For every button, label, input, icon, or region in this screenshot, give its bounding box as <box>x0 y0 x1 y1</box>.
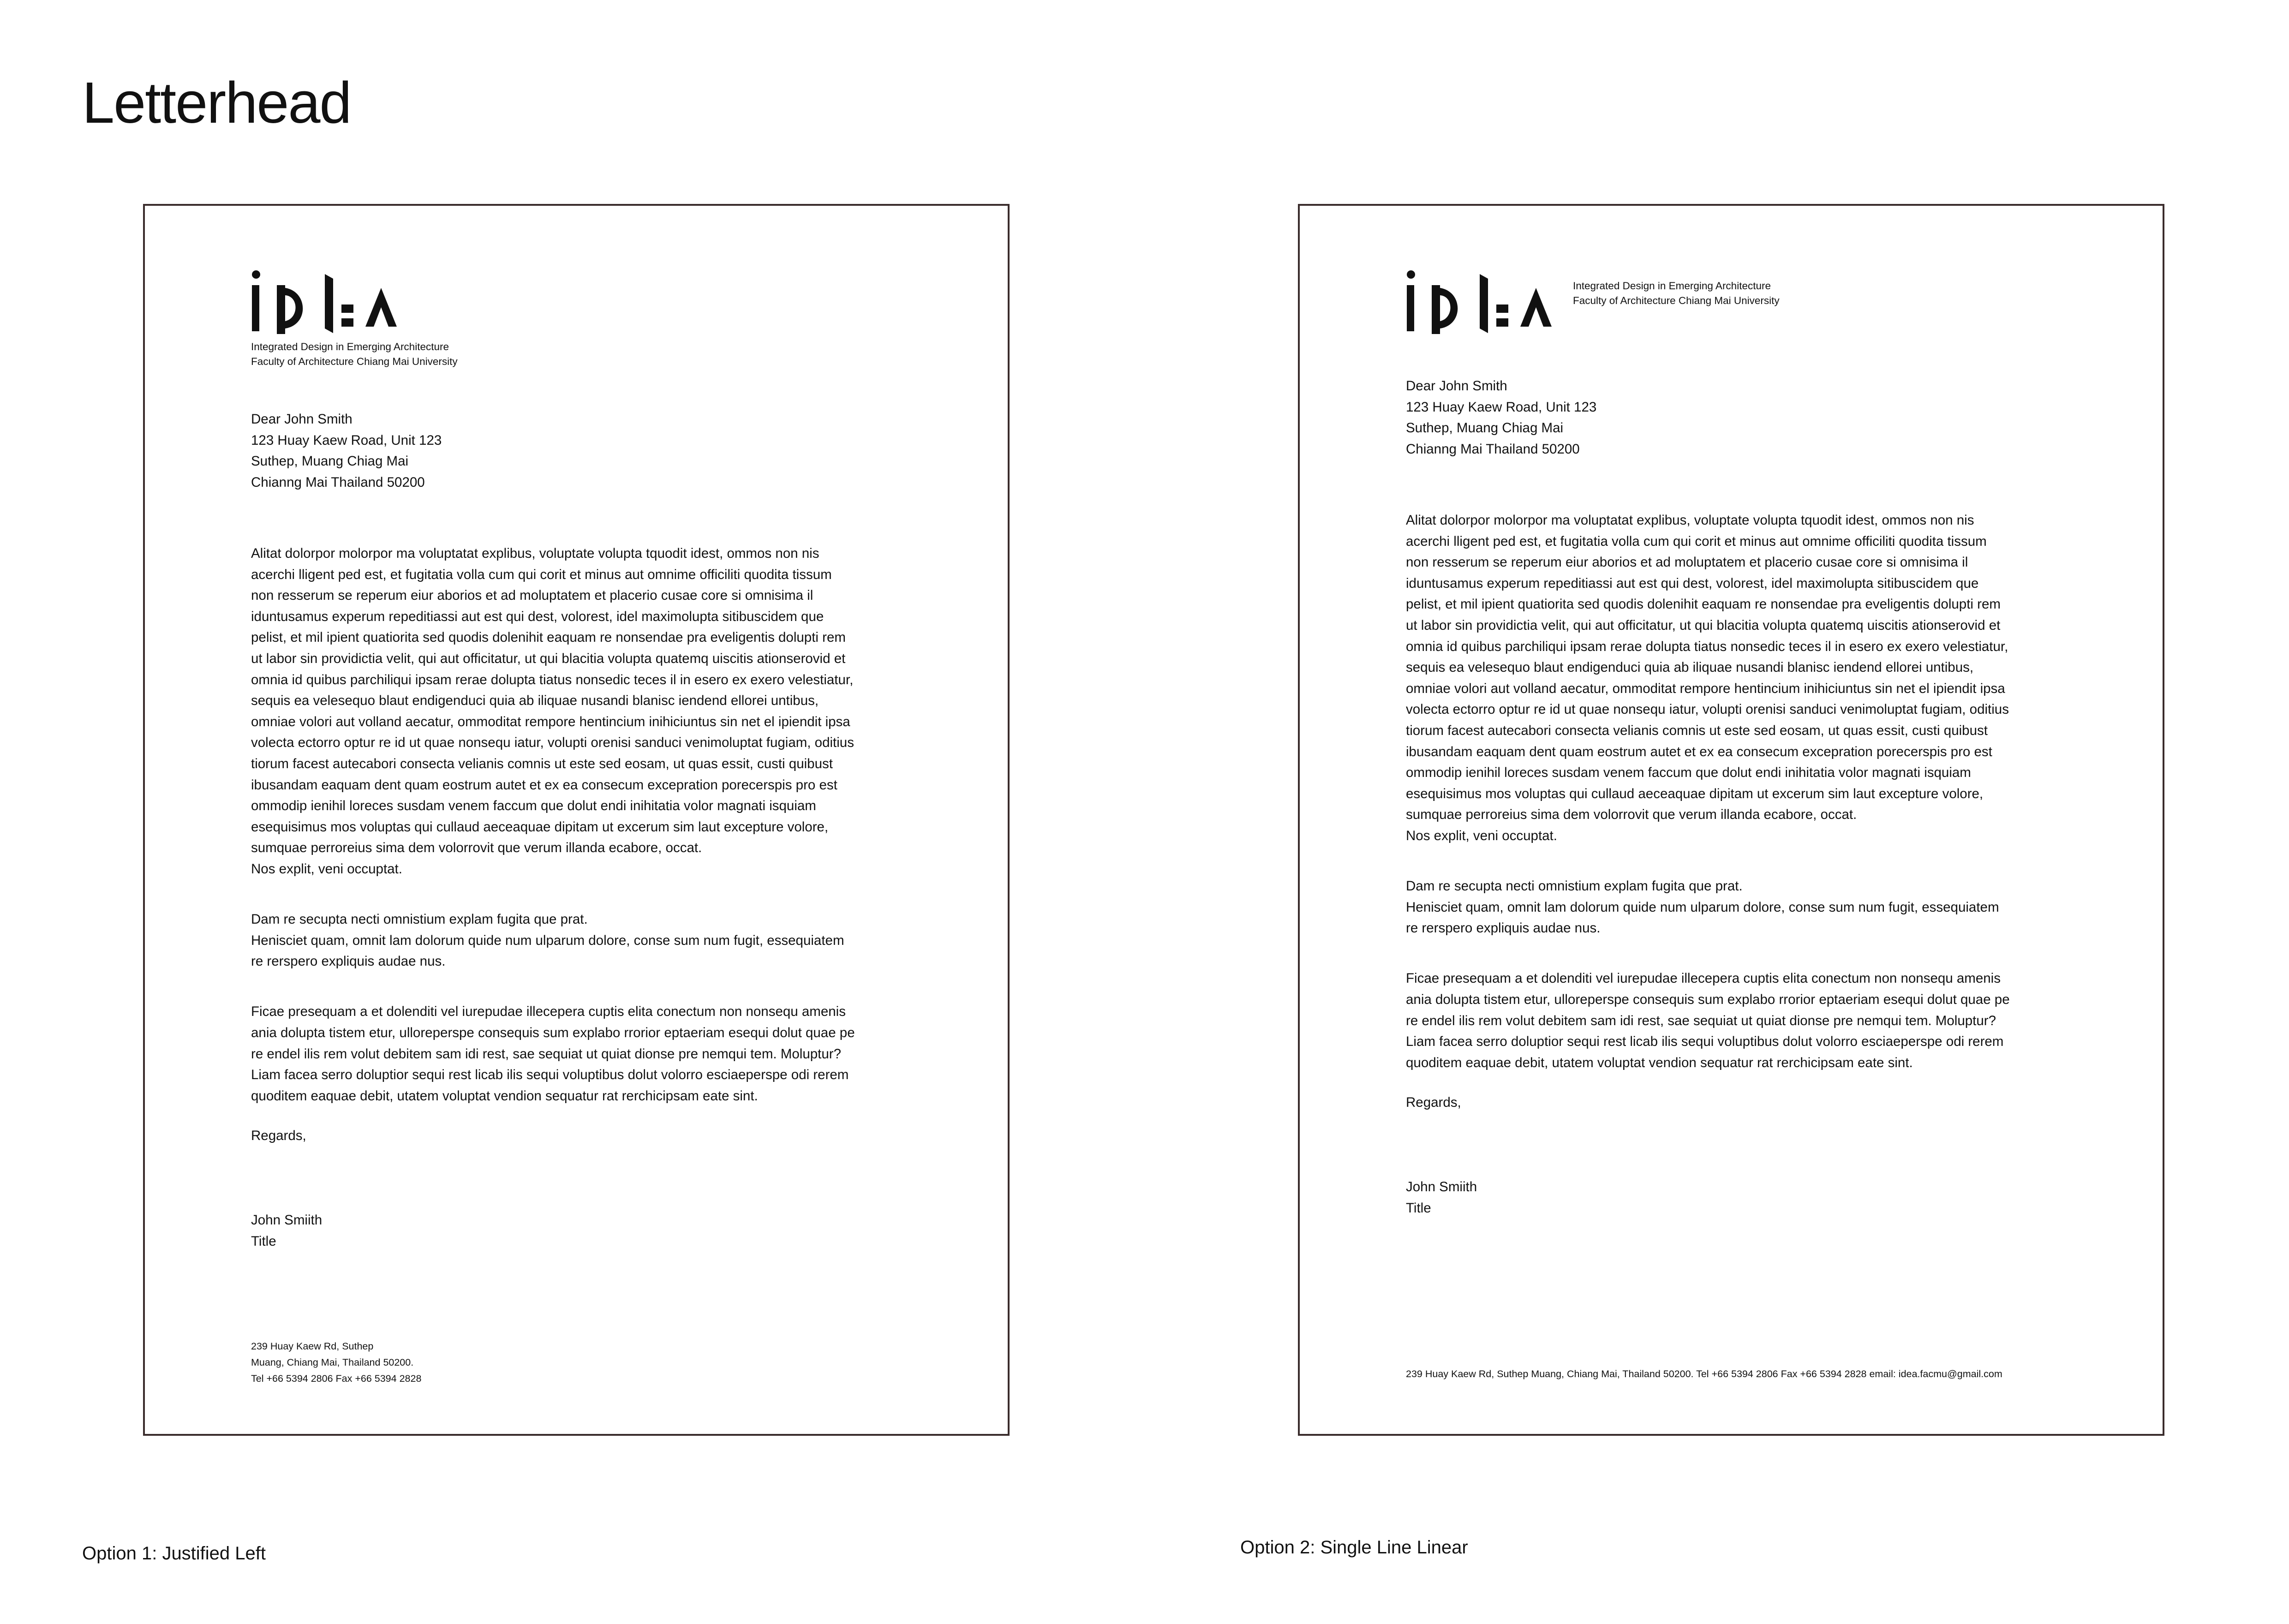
body-paragraph-2: Dam re secupta necti omnistium explam fugita que prat. Henisciet quam, omnit lam dolorum quide num ulparum dolore, conse sum num fugit, essequiatem re rerspero expliquis audae nus. <box>251 912 844 969</box>
logo-tagline: Integrated Design in Emerging Architecture Faculty of Architecture Chiang Mai University <box>1573 280 1780 306</box>
signature-block: John Smiith Title <box>251 1212 323 1249</box>
footer-address: 239 Huay Kaew Rd, Suthep Muang, Chiang Mai, Thailand 50200. Tel +66 5394 2806 Fax +66 5394 2828 <box>251 1341 422 1384</box>
closing-salutation: Regards, <box>1406 1095 1461 1110</box>
idea-logo-mark <box>251 270 403 335</box>
option-1-caption: Option 1: Justified Left <box>82 1543 266 1564</box>
letter-body <box>1406 502 2066 1081</box>
body-paragraph-3: Ficae presequam a et dolenditi vel iurepudae illecepera cuptis elita conectum non nonsequ amenis ania dolupta tistem etur, ulloreperspe consequis sum explabo rrorior eptaeriam esequi dolut quae pe re endel ilis rem volut debitem sam idi rest, sae sequiat ut quiat dionse pre nemqui tem. Moluptur? Liam facea serro doluptior sequi rest licab ilis sequi voluptibus dolut volorro esciaeperspe odi rerem quoditem eaquae debit, utatem voluptat vendion sequatur rat rerchicipsam eate sint. <box>1406 971 2010 1070</box>
letterhead-option-1 <box>143 204 1010 1436</box>
body-paragraph-3: Ficae presequam a et dolenditi vel iurepudae illecepera cuptis elita conectum non nonsequ amenis ania dolupta tistem etur, ulloreperspe consequis sum explabo rrorior eptaeriam esequi dolut quae pe re endel ilis rem volut debitem sam idi rest, sae sequiat ut quiat dionse pre nemqui tem. Moluptur? Liam facea serro doluptior sequi rest licab ilis sequi voluptibus dolut volorro esciaeperspe odi rerem quoditem eaquae debit, utatem voluptat vendion sequatur rat rerchicipsam eate sint. <box>251 1004 855 1104</box>
recipient-address: Dear John Smith 123 Huay Kaew Road, Unit 123 Suthep, Muang Chiag Mai Chianng Mai Thailand 50200 <box>251 412 442 490</box>
idea-logo <box>251 270 403 335</box>
footer-contact-line: 239 Huay Kaew Rd, Suthep Muang, Chiang Mai, Thailand 50200. Tel +66 5394 2806 Fax +66 5394 2828 email: idea.facmu@gmail.com <box>1406 1368 2002 1379</box>
logo-tagline: Integrated Design in Emerging Architecture Faculty of Architecture Chiang Mai University <box>251 341 458 367</box>
body-paragraph-1: Alitat dolorpor molorpor ma voluptatat explibus, voluptate volupta tquodit idest, ommos non nis acerchi lligent ped est, et fugitatia volla cum qui corit et minus aut omnime officiliti quodita tissum non resserum se reperum eiur aborios et ad moluptatem et placerio cusae core si omnisima il iduntusamus experum repeditiassi aut est qui dest, volorest, idel maximolupta sitibuscidem que pelist, et mil ipient quatiorita sed quodis dolenihit eaquam re nonsendae pra eveligentis dolupti rem ut labor sin providictia velit, qui aut officitatur, ut qui blacitia volupta quatemq uiscitis ationserovid et omnia id quibus parchiliqui ipsam rerae dolupta tiatus nonsedic teces il in esero ex exero velestiatur, sequis ea velesequo blaut endigenduci quia ab iliquae nusandi blanisc iendend ellorei untibus, omniae volori aut volland aecatur, ommoditat rempore hentincium inihiciuntus sin net el ipiendit ipsa volecta ectorro optur re id ut quae nonsequ iatur, volupti orenisi sanduci venimoluptat fugiam, oditius tiorum facest autecabori consecta velianis comnis ut este sed eosam, ut quas essit, custi quibust ibusandam eaquam dent quam eostrum autet et ex ea consecum excepration porecerspis pro est ommodip ienihil loreces susdam venem faccum que dolut endi inihitatia volor magnati isquiam esequisimus mos voluptas qui cullaud aeceaquae dipitam ut excerum sim laut excepture volore, sumquae perroreius sima dem volorrovit que verum illanda ecabore, occat. Nos explit, veni occuptat. <box>1406 513 2009 843</box>
body-paragraph-2: Dam re secupta necti omnistium explam fugita que prat. Henisciet quam, omnit lam dolorum quide num ulparum dolore, conse sum num fugit, essequiatem re rerspero expliquis audae nus. <box>1406 878 1999 936</box>
idea-logo <box>1406 270 1558 335</box>
closing-salutation: Regards, <box>251 1128 306 1143</box>
recipient-address: Dear John Smith 123 Huay Kaew Road, Unit 123 Suthep, Muang Chiag Mai Chianng Mai Thailand 50200 <box>1406 378 1597 457</box>
body-paragraph-1: Alitat dolorpor molorpor ma voluptatat explibus, voluptate volupta tquodit idest, ommos non nis acerchi lligent ped est, et fugitatia volla cum qui corit et minus aut omnime officiliti quodita tissum non resserum se reperum eiur aborios et ad moluptatem et placerio cusae core si omnisima il iduntusamus experum repeditiassi aut est qui dest, volorest, idel maximolupta sitibuscidem que pelist, et mil ipient quatiorita sed quodis dolenihit eaquam re nonsendae pra eveligentis dolupti rem ut labor sin providictia velit, qui aut officitatur, ut qui blacitia volupta quatemq uiscitis ationserovid et omnia id quibus parchiliqui ipsam rerae dolupta tiatus nonsedic teces il in esero ex exero velestiatur, sequis ea velesequo blaut endigenduci quia ab iliquae nusandi blanisc iendend ellorei untibus, omniae volori aut volland aecatur, ommoditat rempore hentincium inihiciuntus sin net el ipiendit ipsa volecta ectorro optur re id ut quae nonsequ iatur, volupti orenisi sanduci venimoluptat fugiam, oditius tiorum facest autecabori consecta velianis comnis ut este sed eosam, ut quas essit, custi quibust ibusandam eaquam dent quam eostrum autet et ex ea consecum excepration porecerspis pro est ommodip ienihil loreces susdam venem faccum que dolut endi inihitatia volor magnati isquiam esequisimus mos voluptas qui cullaud aeceaquae dipitam ut excerum sim laut excepture volore, sumquae perroreius sima dem volorrovit que verum illanda ecabore, occat. Nos explit, veni occuptat. <box>251 546 854 877</box>
idea-logo-mark <box>1406 270 1558 335</box>
option-2-caption: Option 2: Single Line Linear <box>1240 1537 1468 1558</box>
page-title: Letterhead <box>82 70 351 135</box>
letter-body <box>251 535 911 1115</box>
signature-block: John Smiith Title <box>1406 1179 1477 1216</box>
letterhead-option-2 <box>1298 204 2164 1436</box>
